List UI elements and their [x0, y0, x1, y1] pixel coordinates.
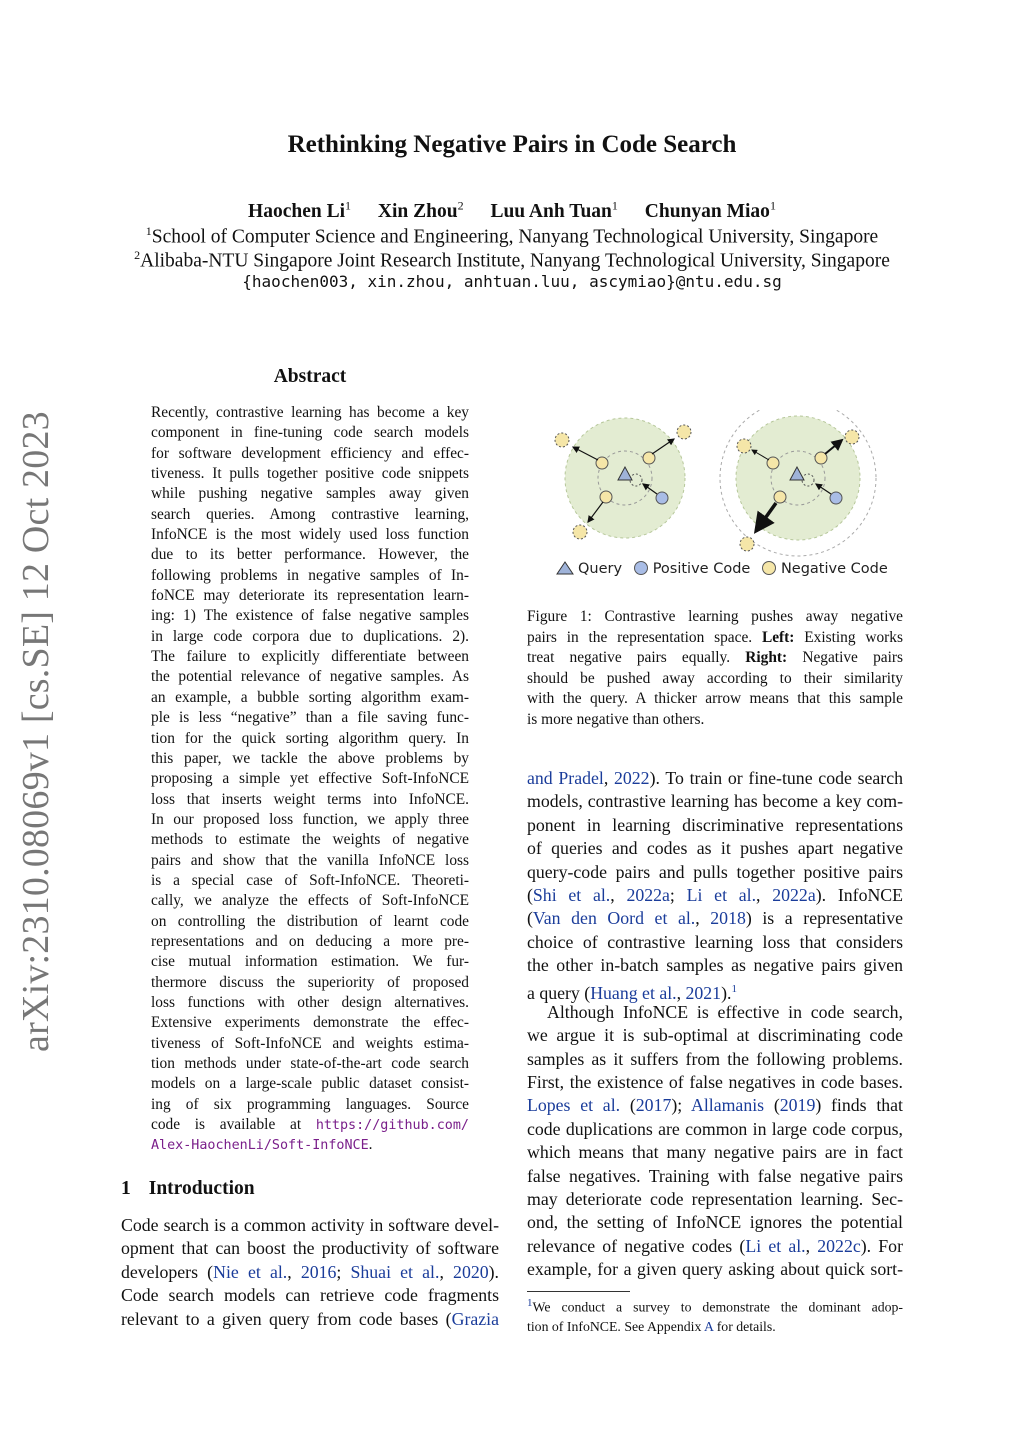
- citation-link[interactable]: 2019: [779, 1095, 816, 1116]
- citation-link[interactable]: 2022a: [772, 884, 816, 905]
- negative-code-node: [573, 525, 587, 539]
- left-panel: [555, 418, 691, 539]
- section-heading: 1 Introduction: [121, 1178, 255, 1199]
- body-line: we argue it is sub-optimal at discriminating code: [527, 1025, 903, 1046]
- citation-link[interactable]: 2022: [614, 768, 650, 788]
- footnote-line: $^1$We conduct a survey to demonstrate the dominant adop-: [527, 1297, 903, 1315]
- abstract-line: Alex-HaochenLi/Soft-InfoNCE.: [151, 1136, 373, 1154]
- body-line: false negatives. Training with false negative pairs: [527, 1165, 903, 1186]
- body-line: which means that many negative pairs are in fact: [527, 1142, 903, 1163]
- citation-link[interactable]: Grazia: [451, 1308, 499, 1329]
- citation-link[interactable]: 2016: [300, 1261, 337, 1282]
- citation-link[interactable]: 2017: [635, 1095, 672, 1116]
- paper-title: Rethinking Negative Pairs in Code Search: [287, 131, 737, 158]
- abstract-line: following problems in negative samples of In-: [151, 566, 469, 584]
- body-line: (Van den Oord et al., 2018) is a representative: [527, 908, 903, 929]
- caption-line: with the query. A thicker arrow means that this sample: [527, 690, 903, 708]
- negative-code-node: [774, 491, 786, 503]
- negative-code-node: [600, 491, 612, 503]
- body-line: opment that can boost the productivity of software: [121, 1238, 499, 1259]
- abstract-line: for software development efficiency and effec-: [151, 444, 469, 462]
- citation-link[interactable]: Van den Oord et al.: [532, 908, 696, 929]
- citation-link[interactable]: Shuai et al.: [350, 1261, 440, 1282]
- negative-code-node: [555, 433, 569, 447]
- author-list: [0, 198, 1024, 223]
- citation-link[interactable]: 2021: [685, 982, 722, 1003]
- body-line: the other in-batch samples as negative pairs given: [527, 955, 903, 976]
- author: Luu Anh Tuan$^1$: [490, 198, 618, 222]
- intro-left-column: [121, 1214, 499, 1331]
- source-code-link[interactable]: Alex-HaochenLi/Soft-InfoNCE: [151, 1138, 369, 1154]
- caption-line: treat negative pairs equally. Right: Negative pairs: [527, 649, 903, 667]
- body-line: Lopes et al. (2017); Allamanis (2019) finds that: [527, 1095, 903, 1116]
- abstract-line: ing: 1) The existence of false negative samples: [151, 607, 469, 625]
- citation-link[interactable]: Shi et al.: [532, 884, 611, 905]
- caption-line: should be pushed away according to their similarity: [527, 669, 903, 687]
- legend-negative: Negative Code: [761, 560, 888, 577]
- negative-code-node: [845, 430, 859, 444]
- abstract-line: models on a large-scale public dataset consist-: [151, 1075, 469, 1093]
- abstract-line: proposing a simple yet effective Soft-InfoNCE: [151, 770, 469, 788]
- citation-link[interactable]: Huang et al.: [590, 982, 677, 1003]
- caption-line: pairs in the representation space. Left: Existing works: [527, 628, 903, 646]
- body-line: (Shi et al., 2022a; Li et al., 2022a). InfoNCE: [527, 884, 904, 905]
- abstract-body: [151, 403, 469, 1156]
- body-line: query-code pairs and pulls together positive pairs: [527, 861, 903, 882]
- negative-code-node: [737, 439, 751, 453]
- abstract-line: pairs and show that the vanilla InfoNCE loss: [151, 851, 469, 869]
- citation-link[interactable]: Lopes et al.: [527, 1095, 621, 1116]
- body-line: First, the existence of false negatives in code bases.: [527, 1072, 903, 1093]
- abstract-line: the potential relevance of negative samples. As: [151, 668, 469, 686]
- body-line: a query (Huang et al., 2021).$^1$: [527, 982, 737, 1003]
- source-code-link[interactable]: https://github.com/: [315, 1118, 469, 1134]
- positive-code-node: [830, 492, 842, 504]
- author: Xin Zhou$^2$: [377, 198, 464, 222]
- footnote-marker: 1: [731, 982, 737, 995]
- abstract-line: Extensive experiments demonstrate the effec-: [151, 1014, 469, 1032]
- abstract-line: loss that inserts weight terms into InfoNCE.: [151, 790, 469, 808]
- abstract-line: Recently, contrastive learning has become a key: [151, 404, 469, 421]
- citation-link[interactable]: Li et al.: [686, 884, 757, 905]
- citation-link[interactable]: 2018: [710, 908, 746, 929]
- body-line: developers (Nie et al., 2016; Shuai et al., 2020).: [121, 1261, 499, 1282]
- body-line: Code search models can retrieve code fragments: [121, 1285, 499, 1306]
- abstract-line: tiveness. It pulls together positive code snippets: [151, 465, 469, 483]
- abstract-line: on controlling the distribution of learnt code: [151, 912, 469, 930]
- body-line: example, for a given query asking about quick sort-: [527, 1259, 903, 1280]
- circle-icon: [633, 560, 649, 576]
- author: Haochen Li$^1$: [248, 198, 352, 222]
- body-line: Although InfoNCE is effective in code search,: [547, 1001, 903, 1022]
- citation-link[interactable]: 2020: [453, 1261, 489, 1282]
- body-line: may deteriorate code representation learning. Sec-: [527, 1189, 903, 1210]
- arxiv-identifier: arXiv:2310.08069v1 [cs.SE] 12 Oct 2023: [15, 411, 57, 1052]
- abstract-line: tion methods under state-of-the-art code search: [151, 1055, 469, 1072]
- abstract-line: In our proposed loss function, we apply three: [151, 810, 469, 828]
- abstract-line: in large code corpora due to duplications. 2).: [151, 627, 469, 645]
- figure-legend: [556, 560, 894, 577]
- affiliation-1: $^1$School of Computer Science and Engineering, Nanyang Technological University, Singapore: [145, 224, 879, 248]
- abstract-line: The failure to explicitly differentiate between: [151, 648, 469, 666]
- abstract-line: cise mutual information estimation. We fur-: [151, 953, 469, 971]
- right-panel: [720, 410, 876, 556]
- abstract-line: representations and on deducing a more pre-: [151, 932, 469, 950]
- body-line: samples as it suffers from the following problems.: [527, 1048, 903, 1069]
- abstract-line: foNCE may deteriorate its representation learn-: [151, 587, 469, 605]
- citation-link[interactable]: Allamanis: [690, 1095, 765, 1116]
- body-line: choice of contrastive learning loss that considers: [527, 931, 903, 952]
- footnote-line: tion of InfoNCE. See Appendix A for details.: [527, 1318, 776, 1334]
- abstract-line: cally, we analyze the effects of Soft-InfoNCE: [151, 892, 469, 910]
- citation-link[interactable]: A: [704, 1318, 714, 1334]
- legend-query: Query: [556, 560, 622, 577]
- caption-line: is more negative than others.: [527, 710, 705, 728]
- footnote-marker: 1: [527, 1297, 533, 1309]
- affiliation-2: $^2$Alibaba-NTU Singapore Joint Research Institute, Nanyang Technological University, Singapore: [134, 248, 890, 272]
- body-line: ond, the setting of InfoNCE ignores the potential: [527, 1212, 903, 1233]
- abstract-line: is a special case of Soft-InfoNCE. Theoreti-: [151, 871, 469, 889]
- negative-code-node: [596, 457, 608, 469]
- intro-right-column: [527, 767, 903, 1282]
- negative-code-node: [740, 537, 754, 551]
- abstract-line: component in fine-tuning code search models: [151, 424, 469, 442]
- abstract-line: methods to estimate the weights of negative: [151, 831, 469, 849]
- negative-code-node: [677, 425, 691, 439]
- legend-positive: Positive Code: [633, 560, 751, 577]
- positive-code-node: [656, 492, 668, 504]
- caption-line: Figure 1: Contrastive learning pushes away negative: [527, 608, 903, 625]
- body-line: models, contrastive learning has become a key com-: [527, 791, 903, 812]
- citation-link[interactable]: and Pradel: [527, 768, 604, 788]
- body-line: of queries and codes as it pushes apart negative: [527, 838, 903, 859]
- body-line: code duplications are common in large code corpus,: [527, 1118, 903, 1139]
- abstract-line: InfoNCE is the most widely used loss function: [151, 526, 469, 544]
- footnote-divider: [527, 1291, 630, 1292]
- body-line: and Pradel, 2022). To train or fine-tune code search: [527, 768, 904, 788]
- abstract-line: loss functions with other design alternatives.: [151, 993, 469, 1011]
- abstract-line: search queries. Among contrastive learning,: [151, 505, 469, 523]
- citation-link[interactable]: 2022a: [626, 884, 670, 905]
- body-line: relevance of negative codes (Li et al., 2022c). For: [527, 1235, 903, 1256]
- citation-link[interactable]: Li et al.: [745, 1235, 806, 1256]
- abstract-line: while pushing negative samples away given: [151, 485, 469, 503]
- footnote: [527, 1294, 903, 1336]
- figure-1-caption: [527, 607, 903, 731]
- abstract-line: an example, a bubble sorting algorithm exam-: [151, 688, 469, 706]
- abstract-heading: Abstract: [273, 366, 347, 387]
- abstract-line: thermore discuss the superiority of proposed: [151, 973, 469, 991]
- author: Chunyan Miao$^1$: [644, 198, 776, 222]
- body-line: Code search is a common activity in software devel-: [121, 1215, 499, 1235]
- triangle-icon: [556, 560, 574, 576]
- abstract-line: ple is less “negative” than a file saving func-: [151, 709, 469, 727]
- abstract-line: code is available at https://github.com/: [151, 1116, 469, 1134]
- abstract-line: tion for the quick sorting algorithm query. In: [151, 729, 469, 747]
- abstract-line: due to its better performance. However, the: [151, 546, 469, 564]
- citation-link[interactable]: 2022c: [817, 1235, 861, 1256]
- abstract-line: this paper, we tackle the above problems by: [151, 749, 469, 767]
- body-line: ponent in learning discriminative representations: [527, 814, 903, 835]
- abstract-line: ing of six programming languages. Source: [151, 1095, 469, 1113]
- circle-icon: [761, 560, 777, 576]
- negative-code-node: [767, 457, 779, 469]
- body-line: relevant to a given query from code bases (Grazia: [121, 1308, 499, 1329]
- author-emails: {haochen003, xin.zhou, anhtuan.luu, ascymiao}@ntu.edu.sg: [242, 272, 782, 291]
- citation-link[interactable]: Nie et al.: [213, 1261, 288, 1282]
- abstract-line: tiveness of Soft-InfoNCE and weights estima-: [151, 1034, 469, 1052]
